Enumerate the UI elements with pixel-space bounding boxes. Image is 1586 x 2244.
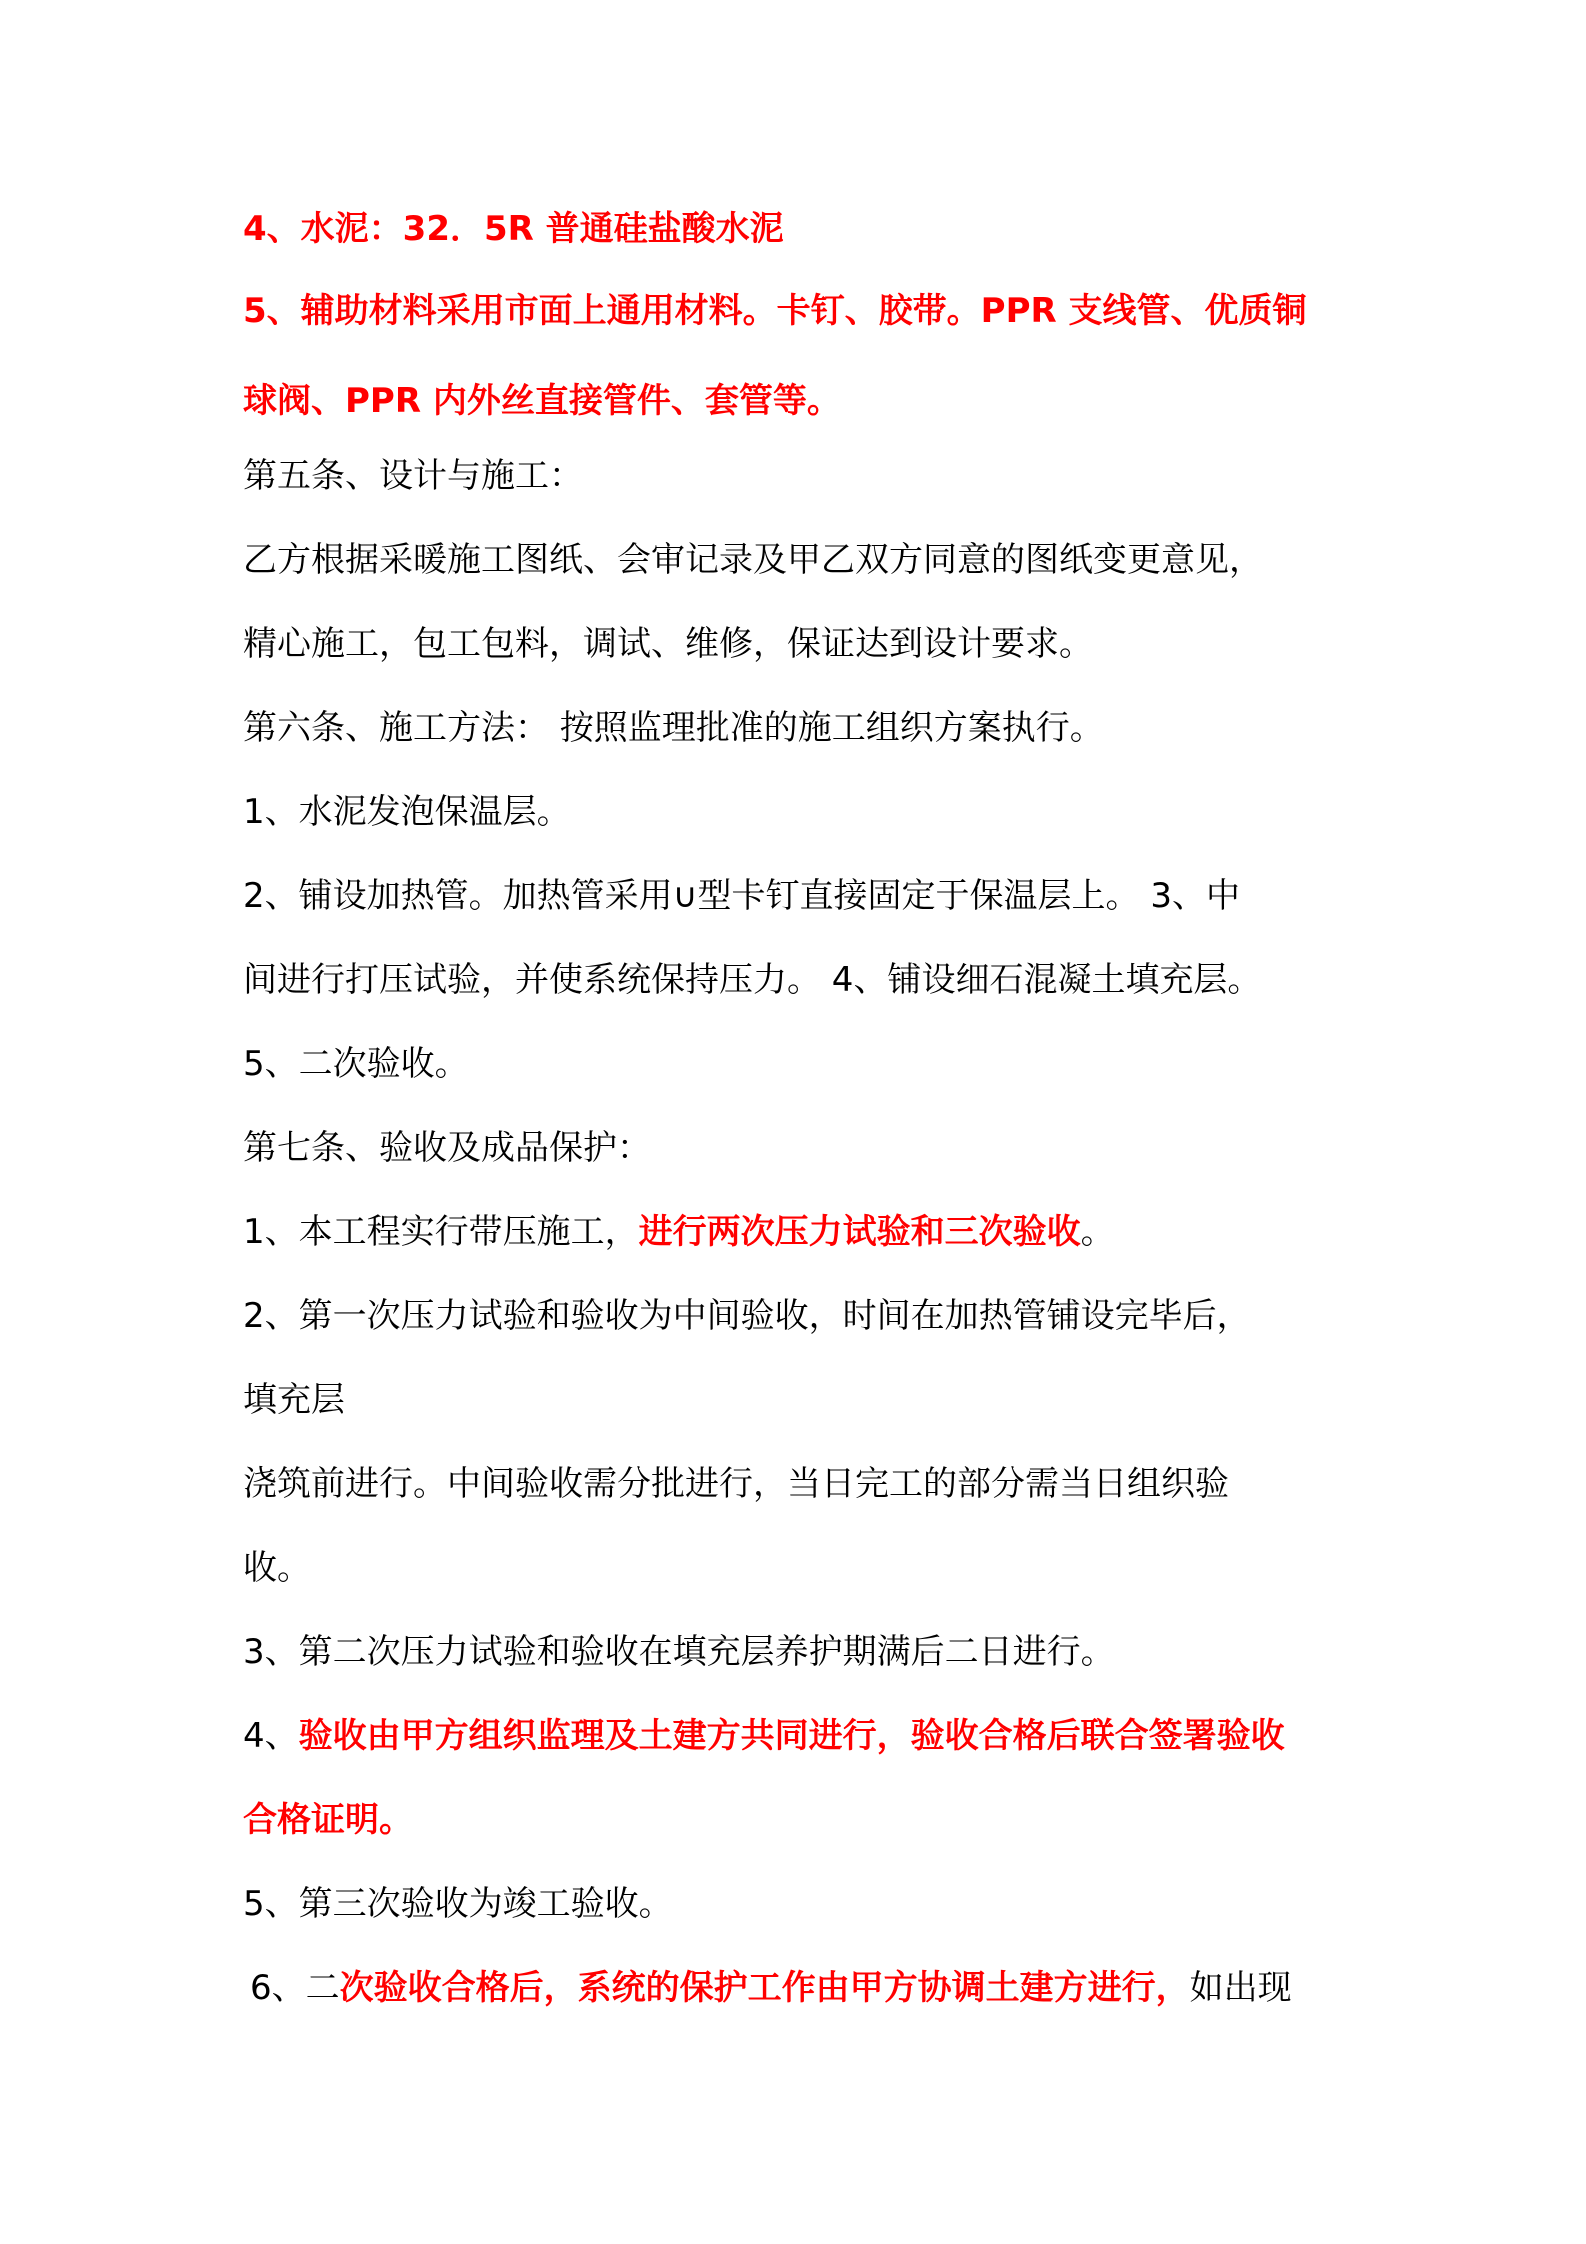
article-seven-heading xyxy=(243,1125,1363,1171)
body-text: 4、 xyxy=(243,1716,299,1756)
emphasized-text: 次验收合格后，系统的保护工作由甲方协调土建方进行， xyxy=(339,1968,1190,2008)
body-text: 2、铺设加热管。加热管采用∪型卡钉直接固定于保温层上。 3、中 xyxy=(243,876,1240,916)
body-text: 3、第二次压力试验和验收在填充层养护期满后二日进行。 xyxy=(243,1632,1115,1672)
method-item-5 xyxy=(243,1041,1363,1087)
body-text: 浇筑前进行。中间验收需分批进行，当日完工的部分需当日组织验 xyxy=(243,1464,1229,1504)
body-text: 乙方根据采暖施工图纸、会审记录及甲乙双方同意的图纸变更意见， xyxy=(243,540,1263,580)
body-text: 填充层 xyxy=(243,1380,345,1420)
body-text: 第六条、施工方法： 按照监理批准的施工组织方案执行。 xyxy=(243,708,1104,748)
method-item-1 xyxy=(243,789,1363,835)
article-five-heading xyxy=(243,453,1363,499)
body-text: 5、二次验收。 xyxy=(243,1044,469,1084)
body-text: 如出现 xyxy=(1189,1968,1292,2008)
body-text: 1、本工程实行带压施工， xyxy=(243,1212,639,1252)
method-item-2 xyxy=(243,873,1363,919)
emphasized-text: 合格证明。 xyxy=(243,1800,413,1840)
acceptance-item-2-cont3 xyxy=(243,1545,1363,1591)
acceptance-item-2-cont xyxy=(243,1377,1363,1423)
body-text: 间进行打压试验，并使系统保持压力。 4、铺设细石混凝土填充层。 xyxy=(243,960,1262,1000)
article-six-heading xyxy=(243,705,1363,751)
acceptance-item-2-cont2 xyxy=(243,1461,1363,1507)
body-text: 收。 xyxy=(243,1548,311,1588)
acceptance-item-4 xyxy=(243,1713,1363,1759)
body-text: 第七条、验收及成品保护： xyxy=(243,1128,651,1168)
emphasized-text: 验收由甲方组织监理及土建方共同进行，验收合格后联合签署验收 xyxy=(298,1716,1285,1756)
body-text: 精心施工，包工包料，调试、维修，保证达到设计要求。 xyxy=(243,624,1093,664)
article-five-body-cont xyxy=(243,621,1363,667)
acceptance-item-2 xyxy=(243,1293,1363,1339)
emphasized-text: 球阀、PPR 内外丝直接管件、套管等。 xyxy=(243,381,841,421)
acceptance-item-5 xyxy=(243,1881,1363,1927)
body-text: 2、第一次压力试验和验收为中间验收，时间在加热管铺设完毕后， xyxy=(243,1296,1251,1336)
material-cement-line xyxy=(243,206,1363,252)
auxiliary-materials-line xyxy=(243,288,1363,334)
emphasized-text: 5、辅助材料采用市面上通用材料。卡钉、胶带。PPR 支线管、优质铜 xyxy=(243,291,1307,331)
article-five-body xyxy=(243,537,1363,583)
method-item-3-4 xyxy=(243,957,1363,1003)
body-text: 1、水泥发泡保温层。 xyxy=(243,792,571,832)
body-text: 6、二 xyxy=(250,1968,340,2008)
body-text: 第五条、设计与施工： xyxy=(243,456,583,496)
acceptance-item-6 xyxy=(250,1965,1370,2011)
emphasized-text: 进行两次压力试验和三次验收 xyxy=(638,1212,1081,1252)
acceptance-item-1 xyxy=(243,1209,1363,1255)
body-text: 。 xyxy=(1080,1212,1115,1252)
body-text: 5、第三次验收为竣工验收。 xyxy=(243,1884,673,1924)
emphasized-text: 4、水泥：32．5R 普通硅盐酸水泥 xyxy=(243,209,784,249)
auxiliary-materials-line-cont xyxy=(243,378,1363,424)
acceptance-item-3 xyxy=(243,1629,1363,1675)
acceptance-item-4-cont xyxy=(243,1797,1363,1843)
